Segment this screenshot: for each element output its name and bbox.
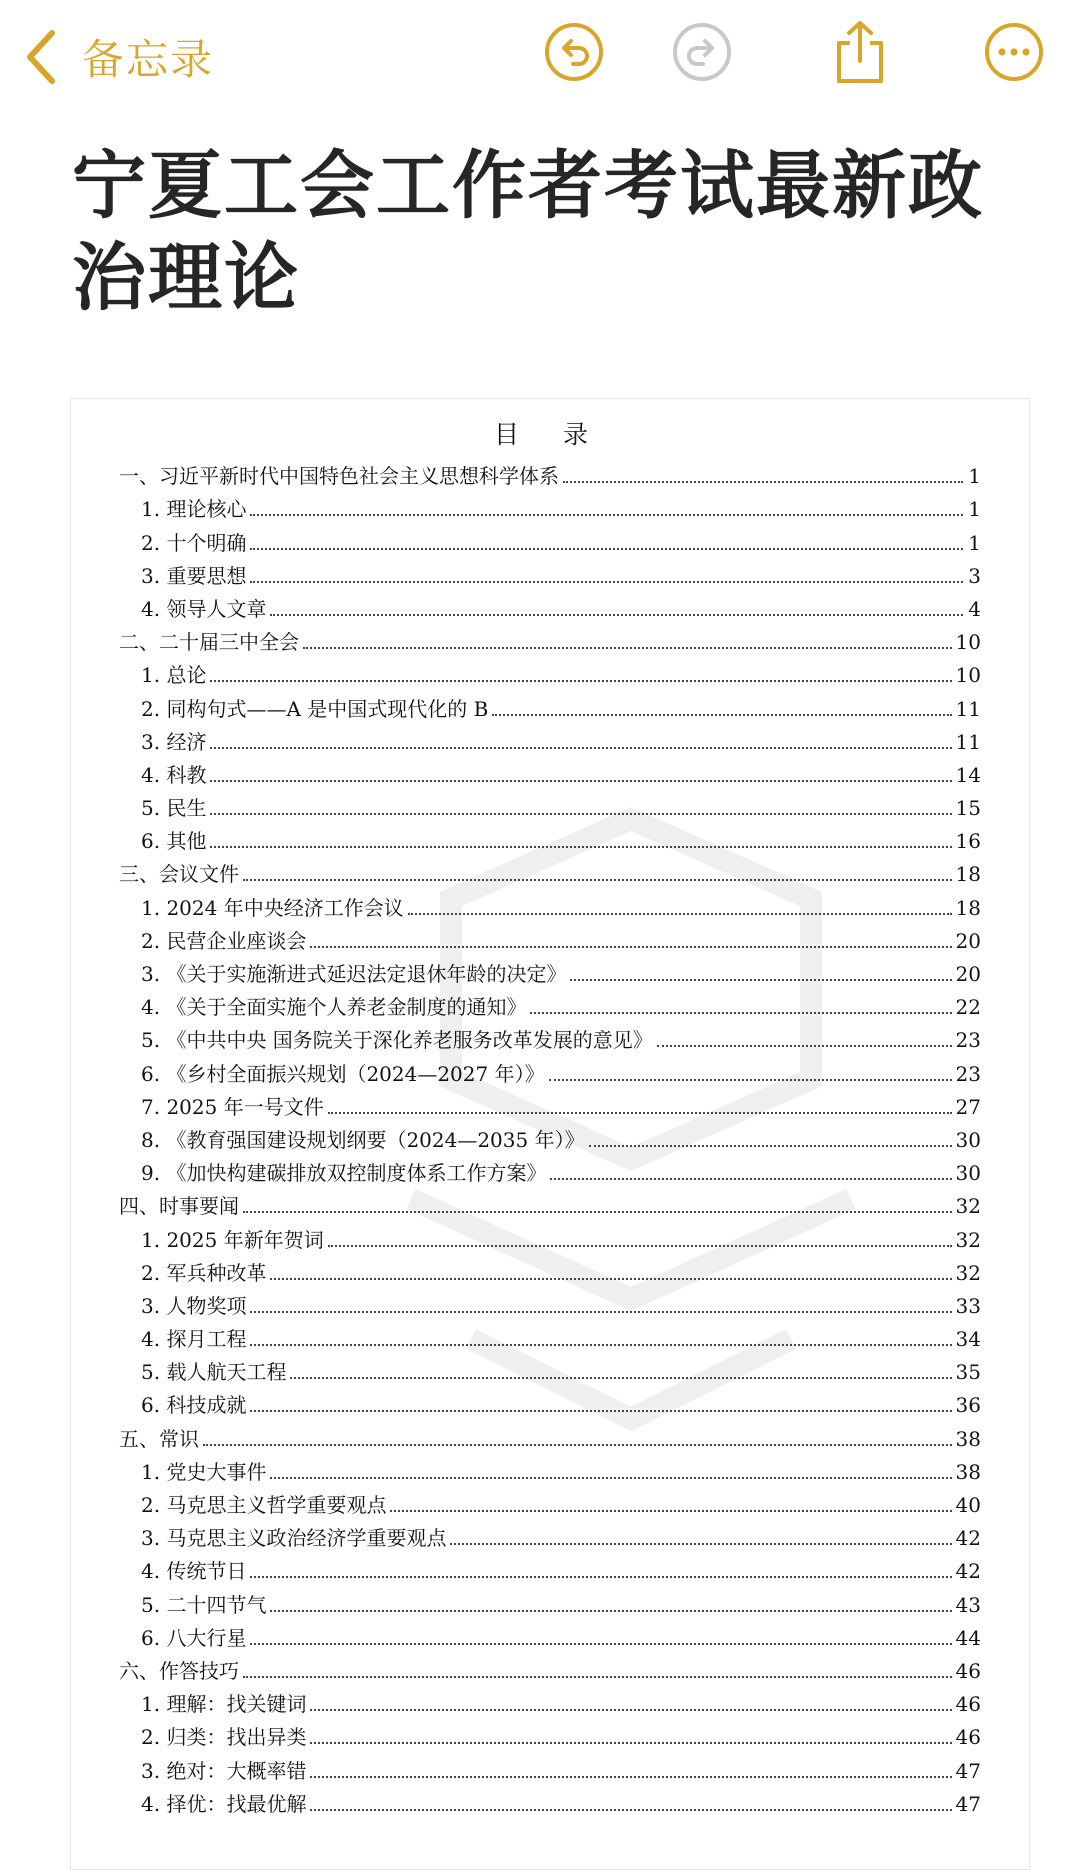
toc-entry-text: 三、会议文件 <box>119 862 239 887</box>
toc-entry-text: 3. 马克思主义政治经济学重要观点 <box>141 1526 447 1551</box>
toc-page-number: 11 <box>955 696 981 721</box>
toc-page-number: 46 <box>955 1658 981 1683</box>
toc-subsection-entry <box>119 1087 981 1120</box>
toc-entry-text: 6. 其他 <box>141 829 207 854</box>
toc-dot-leader <box>303 647 952 649</box>
toc-page-number: 20 <box>955 962 981 986</box>
toc-subsection-entry <box>119 788 981 821</box>
toc-entry-text: 4. 传统节日 <box>141 1559 247 1584</box>
toc-entry-text: 3. 经济 <box>141 729 207 754</box>
toc-subsection-entry <box>119 954 981 987</box>
toc-dot-leader <box>310 946 951 948</box>
toc-subsection-entry <box>119 1319 981 1352</box>
redo-icon <box>671 21 733 87</box>
toc-page-number: 44 <box>955 1625 981 1650</box>
share-button[interactable] <box>828 22 892 86</box>
toc-dot-leader <box>270 614 963 616</box>
toc-subsection-entry <box>119 1153 981 1186</box>
toc-subsection-entry <box>119 987 981 1020</box>
toc-dot-leader <box>328 1112 952 1114</box>
toc-page-number: 14 <box>955 762 981 787</box>
toc-page-number: 3 <box>968 563 981 588</box>
toc-dot-leader <box>250 514 963 516</box>
toc-entry-text: 3. 重要思想 <box>141 563 247 588</box>
toc-dot-leader <box>530 1012 951 1014</box>
toc-dot-leader <box>549 1079 952 1081</box>
toc-dot-leader <box>210 846 951 848</box>
navigation-bar <box>0 0 1080 110</box>
toc-dot-leader <box>563 481 963 483</box>
toc-page-number: 23 <box>955 1028 981 1053</box>
redo-button[interactable] <box>670 22 734 86</box>
toc-section-entry <box>119 456 981 489</box>
toc-subsection-entry <box>119 1551 981 1584</box>
toc-entry-text: 1. 总论 <box>141 663 207 688</box>
toc-dot-leader <box>450 1543 951 1545</box>
toc-page-number: 15 <box>955 796 981 821</box>
toc-page-number: 40 <box>955 1493 981 1517</box>
toc-entry-text: 8. 《教育强国建设规划纲要（2024—2035 年）》 <box>141 1127 585 1152</box>
toc-page-number: 23 <box>955 1061 981 1086</box>
toc-dot-leader <box>210 780 951 782</box>
toc-entry-text: 4. 领导人文章 <box>141 596 267 621</box>
toc-page-number: 32 <box>955 1260 981 1285</box>
toc-entry-text: 2. 十个明确 <box>141 530 247 555</box>
toc-subsection-entry <box>119 1584 981 1617</box>
toc-entry-text: 5. 《中共中央 国务院关于深化养老服务改革发展的意见》 <box>141 1028 653 1053</box>
toc-entry-text: 1. 2024 年中央经济工作会议 <box>141 895 404 920</box>
toc-page-number: 43 <box>955 1592 981 1617</box>
toc-page-number: 38 <box>955 1426 981 1451</box>
toc-entry-text: 二、二十届三中全会 <box>119 630 299 655</box>
toc-entry-text: 1. 党史大事件 <box>141 1459 267 1484</box>
toc-dot-leader <box>210 680 951 682</box>
toc-entry-text: 4. 《关于全面实施个人养老金制度的通知》 <box>141 995 527 1020</box>
toc-page-number: 42 <box>955 1559 981 1584</box>
toc-page-number: 4 <box>968 596 981 621</box>
toc-subsection-entry <box>119 1352 981 1385</box>
toc-entry-text: 2. 同构句式——A 是中国式现代化的 B <box>141 696 489 721</box>
toc-entry-text: 四、时事要闻 <box>119 1194 239 1219</box>
back-label: 备忘录 <box>82 35 215 84</box>
toc-subsection-entry <box>119 556 981 589</box>
toc-dot-leader <box>203 1444 952 1446</box>
toc-page-number: 18 <box>955 895 981 920</box>
toc-dot-leader <box>250 548 963 550</box>
toc-subsection-entry <box>119 1618 981 1651</box>
toc-dot-leader <box>270 1610 951 1612</box>
toc-page-number: 33 <box>955 1293 981 1318</box>
toc-page-number: 42 <box>955 1526 981 1551</box>
toc-subsection-entry <box>119 589 981 622</box>
toc-entry-text: 9. 《加快构建碳排放双控制度体系工作方案》 <box>141 1161 547 1186</box>
toc-entry-text: 2. 军兵种改革 <box>141 1260 267 1285</box>
toc-subsection-entry <box>119 1053 981 1086</box>
toc-dot-leader <box>243 1676 952 1678</box>
toc-entry-text: 五、常识 <box>119 1426 199 1451</box>
toc-entry-text: 3. 人物奖项 <box>141 1293 247 1318</box>
toc-entry-text: 6. 八大行星 <box>141 1625 247 1650</box>
toc-page-number: 22 <box>955 995 981 1020</box>
toc-entry-text: 3. 《关于实施渐进式延迟法定退休年龄的决定》 <box>141 962 567 986</box>
toc-entry-text: 2. 民营企业座谈会 <box>141 928 307 953</box>
toc-subsection-entry <box>119 1717 981 1750</box>
toc-subsection-entry <box>119 655 981 688</box>
more-button[interactable] <box>982 22 1046 86</box>
embedded-document-image[interactable] <box>70 398 1030 1870</box>
toc-subsection-entry <box>119 1219 981 1252</box>
toc-page-number: 34 <box>955 1327 981 1352</box>
toc-dot-leader <box>250 1576 951 1578</box>
toc-subsection-entry <box>119 1120 981 1153</box>
undo-icon <box>543 21 605 87</box>
toc-subsection-entry <box>119 921 981 954</box>
back-button[interactable] <box>18 22 214 92</box>
toc-dot-leader <box>210 813 951 815</box>
toc-page-number: 11 <box>955 729 981 754</box>
toc-subsection-entry <box>119 755 981 788</box>
toc-page-number: 18 <box>955 862 981 887</box>
toc-section-entry <box>119 854 981 887</box>
toc-dot-leader <box>589 1145 952 1147</box>
toc-page-number: 16 <box>955 829 981 854</box>
toc-entry-text: 一、习近平新时代中国特色社会主义思想科学体系 <box>119 464 559 489</box>
toc-dot-leader <box>243 1211 952 1213</box>
toc-dot-leader <box>550 1178 951 1180</box>
toc-subsection-entry <box>119 821 981 854</box>
toc-entry-text: 1. 理论核心 <box>141 497 247 522</box>
toc-dot-leader <box>310 1776 951 1778</box>
toc-dot-leader <box>250 581 963 583</box>
toc-page-number: 47 <box>955 1791 981 1816</box>
toc-page-number: 20 <box>955 928 981 953</box>
toc-page-number: 32 <box>955 1227 981 1252</box>
toc-subsection-entry <box>119 1784 981 1817</box>
toc-entry-text: 1. 理解：找关键词 <box>141 1692 307 1717</box>
toc-page-number: 35 <box>955 1360 981 1385</box>
toc-dot-leader <box>492 714 951 716</box>
toc-entry-text: 4. 科教 <box>141 762 207 787</box>
toc-page-number: 32 <box>955 1194 981 1219</box>
toc-dot-leader <box>408 913 952 915</box>
toc-subsection-entry <box>119 1750 981 1783</box>
toc-page-number: 1 <box>968 530 981 555</box>
toc-page-number: 10 <box>955 663 981 688</box>
toc-page-number: 38 <box>955 1459 981 1484</box>
toc-dot-leader <box>250 1344 951 1346</box>
more-icon <box>983 21 1045 87</box>
chevron-left-icon <box>18 25 64 89</box>
toc-page-number: 27 <box>955 1094 981 1119</box>
share-icon <box>831 19 889 89</box>
toc-entry-text: 6. 《乡村全面振兴规划（2024—2027 年）》 <box>141 1061 545 1086</box>
toc-subsection-entry <box>119 522 981 555</box>
toc-section-entry <box>119 1651 981 1684</box>
toc-dot-leader <box>310 1809 951 1811</box>
toc-dot-leader <box>270 1278 951 1280</box>
toc-page-number: 46 <box>955 1725 981 1750</box>
toc-page-number: 46 <box>955 1692 981 1717</box>
toc-subsection-entry <box>119 1684 981 1717</box>
toc-dot-leader <box>310 1709 951 1711</box>
toc-subsection-entry <box>119 489 981 522</box>
toc-list <box>119 456 981 1817</box>
toc-page-number: 1 <box>968 464 981 489</box>
toc-dot-leader <box>250 1311 951 1313</box>
toc-entry-text: 六、作答技巧 <box>119 1658 239 1683</box>
toc-section-entry <box>119 622 981 655</box>
toc-subsection-entry <box>119 1385 981 1418</box>
toc-entry-text: 6. 科技成就 <box>141 1393 247 1418</box>
toc-subsection-entry <box>119 722 981 755</box>
toc-dot-leader <box>310 1742 951 1744</box>
toc-dot-leader <box>210 747 951 749</box>
toc-entry-text: 5. 二十四节气 <box>141 1592 267 1617</box>
toc-subsection-entry <box>119 1485 981 1518</box>
toc-entry-text: 2. 马克思主义哲学重要观点 <box>141 1493 387 1517</box>
toc-dot-leader <box>250 1410 951 1412</box>
toc-entry-text: 4. 择优：找最优解 <box>141 1791 307 1816</box>
toc-subsection-entry <box>119 1452 981 1485</box>
toc-dot-leader <box>657 1045 952 1047</box>
toc-dot-leader <box>328 1245 952 1247</box>
toc-subsection-entry <box>119 887 981 920</box>
undo-button[interactable] <box>542 22 606 86</box>
toc-entry-text: 1. 2025 年新年贺词 <box>141 1227 324 1252</box>
toc-dot-leader <box>250 1643 951 1645</box>
toc-entry-text: 7. 2025 年一号文件 <box>141 1094 324 1119</box>
toc-page-number: 10 <box>955 630 981 655</box>
toc-dot-leader <box>290 1377 951 1379</box>
toc-section-entry <box>119 1186 981 1219</box>
toc-subsection-entry <box>119 1286 981 1319</box>
toc-page-number: 36 <box>955 1393 981 1418</box>
toc-entry-text: 3. 绝对：大概率错 <box>141 1758 307 1783</box>
toc-page-number: 47 <box>955 1758 981 1783</box>
toc-page-number: 30 <box>955 1161 981 1186</box>
toc-page-number: 30 <box>955 1127 981 1152</box>
toc-subsection-entry <box>119 1253 981 1286</box>
toc-heading: 目 录 <box>494 420 606 449</box>
toc-page-number: 1 <box>968 497 981 522</box>
toc-subsection-entry <box>119 1020 981 1053</box>
toc-dot-leader <box>243 879 952 881</box>
toc-section-entry <box>119 1418 981 1451</box>
note-title[interactable]: 宁夏工会工作者考试最新政治理论 <box>72 143 984 321</box>
toc-dot-leader <box>390 1510 951 1512</box>
toc-entry-text: 5. 民生 <box>141 796 207 821</box>
toc-subsection-entry <box>119 1518 981 1551</box>
toc-dot-leader <box>270 1477 951 1479</box>
toc-dot-leader <box>570 979 951 981</box>
toc-entry-text: 5. 载人航天工程 <box>141 1360 287 1385</box>
toc-entry-text: 4. 探月工程 <box>141 1327 247 1352</box>
toc-entry-text: 2. 归类：找出异类 <box>141 1725 307 1750</box>
toc-subsection-entry <box>119 688 981 721</box>
